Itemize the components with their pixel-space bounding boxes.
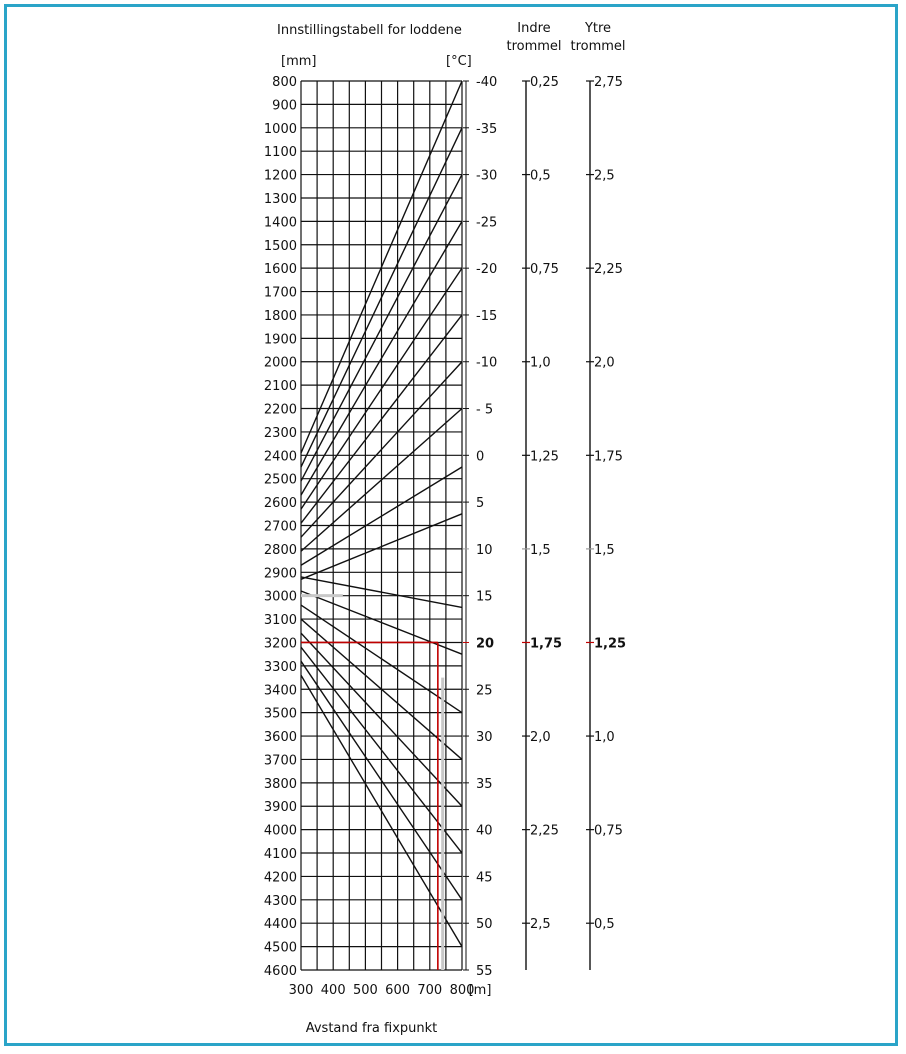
temp-tick-label: -15 [476, 308, 498, 324]
y-tick-label: 2100 [263, 379, 297, 395]
temp-tick-label: 5 [476, 496, 485, 512]
y-tick-label: 2400 [263, 449, 297, 465]
outer-drum-tick-label: 2,5 [594, 168, 615, 184]
y-tick-label: 3400 [263, 683, 297, 699]
temp-tick-label: 10 [476, 542, 493, 558]
y-tick-label: 4000 [263, 823, 297, 839]
y-tick-label: 2600 [263, 496, 297, 512]
inner-drum-tick-label: 0,25 [530, 75, 559, 90]
y-tick-label: 2500 [263, 472, 297, 488]
y-tick-label: 4400 [263, 917, 297, 933]
temp-tick-label: 40 [476, 823, 493, 839]
y-tick-label: 3500 [263, 706, 297, 722]
y-tick-label: 1800 [263, 308, 297, 324]
inner-drum-tick-label: 2,25 [530, 823, 559, 839]
outer-drum-tick-label: 0,5 [594, 917, 615, 933]
outer-drum-tick-label: 1,25 [594, 636, 627, 652]
temp-tick-label: 50 [476, 917, 493, 933]
y-tick-label: 800 [272, 75, 297, 90]
y-tick-label: 3900 [263, 800, 297, 816]
chart-title: Innstillingstabell for loddene [277, 23, 462, 38]
y-tick-label: 2800 [263, 542, 297, 558]
y-tick-label: 2200 [263, 402, 297, 418]
y-tick-label: 2900 [263, 566, 297, 582]
inner-drum-tick-label: 2,5 [530, 917, 551, 933]
temp-tick-label: 20 [476, 636, 495, 652]
temp-tick-label: -30 [476, 168, 498, 184]
outer-drum-title-2: trommel [570, 39, 626, 54]
y-tick-label: 1500 [263, 238, 297, 254]
y-tick-label: 4500 [263, 940, 297, 956]
outer-drum-tick-label: 1,0 [594, 730, 615, 746]
y-tick-label: 1300 [263, 191, 297, 207]
inner-drum-tick-label: 0,5 [530, 168, 551, 184]
inner-drum-tick-label: 1,5 [530, 542, 551, 558]
y-tick-label: 3600 [263, 730, 297, 746]
nomogram-chart [7, 7, 895, 1043]
temp-tick-label: -35 [476, 121, 498, 137]
y-left-unit: [mm] [281, 54, 317, 69]
outer-drum-tick-label: 2,25 [594, 262, 623, 278]
y-tick-label: 2700 [263, 519, 297, 535]
x-tick-label: 700 [417, 983, 443, 998]
y-tick-label: 4300 [263, 893, 297, 909]
x-tick-label: 600 [385, 983, 411, 998]
y-tick-label: 1200 [263, 168, 297, 184]
y-tick-label: 1900 [263, 332, 297, 348]
y-tick-label: 2300 [263, 425, 297, 441]
temp-tick-label: 30 [476, 730, 493, 746]
y-tick-label: 4100 [263, 847, 297, 863]
temp-tick-label: -10 [476, 355, 498, 371]
inner-drum-tick-label: 2,0 [530, 730, 551, 746]
y-right-unit: [°C] [446, 54, 472, 69]
y-tick-label: 1600 [263, 262, 297, 278]
temp-tick-label: 55 [476, 964, 493, 979]
outer-drum-tick-label: 2,0 [594, 355, 615, 371]
inner-drum-tick-label: 1,0 [530, 355, 551, 371]
temp-tick-label: 35 [476, 776, 493, 792]
temp-tick-label: 0 [476, 449, 485, 465]
outer-drum-tick-label: 1,75 [594, 449, 623, 465]
inner-drum-title-1: Indre [517, 21, 551, 36]
outer-drum-title-1: Ytre [584, 21, 612, 36]
outer-drum-tick-label: 2,75 [594, 75, 623, 90]
outer-drum-tick-label: 1,5 [594, 542, 615, 558]
x-axis-label: Avstand fra fixpunkt [305, 1021, 438, 1036]
temp-tick-label: -40 [476, 75, 498, 90]
y-tick-label: 1400 [263, 215, 297, 231]
temp-tick-label: -25 [476, 215, 498, 231]
x-tick-label: 500 [352, 983, 378, 998]
y-tick-label: 3300 [263, 659, 297, 675]
y-tick-label: 4200 [263, 870, 297, 886]
y-tick-label: 3800 [263, 776, 297, 792]
inner-drum-tick-label: 1,75 [530, 636, 563, 652]
temp-tick-label: 45 [476, 870, 493, 886]
y-tick-label: 3100 [263, 613, 297, 629]
y-tick-label: 900 [272, 98, 297, 114]
temp-tick-label: -20 [476, 262, 498, 278]
y-tick-label: 3000 [263, 589, 297, 605]
outer-drum-tick-label: 0,75 [594, 823, 623, 839]
x-unit: [m] [468, 983, 492, 998]
x-tick-label: 400 [320, 983, 346, 998]
y-tick-label: 1700 [263, 285, 297, 301]
inner-drum-tick-label: 0,75 [530, 262, 559, 278]
x-tick-label: 800 [449, 983, 475, 998]
inner-drum-tick-label: 1,25 [530, 449, 559, 465]
y-tick-label: 1100 [263, 145, 297, 161]
inner-drum-title-2: trommel [506, 39, 562, 54]
y-tick-label: 3700 [263, 753, 297, 769]
temp-tick-label: - 5 [476, 402, 494, 418]
y-tick-label: 1000 [263, 121, 297, 137]
y-tick-label: 2000 [263, 355, 297, 371]
x-tick-label: 300 [288, 983, 314, 998]
y-tick-label: 4600 [263, 964, 297, 979]
temp-tick-label: 15 [476, 589, 493, 605]
temp-tick-label: 25 [476, 683, 493, 699]
y-tick-label: 3200 [263, 636, 297, 652]
chart-frame [4, 4, 898, 1046]
